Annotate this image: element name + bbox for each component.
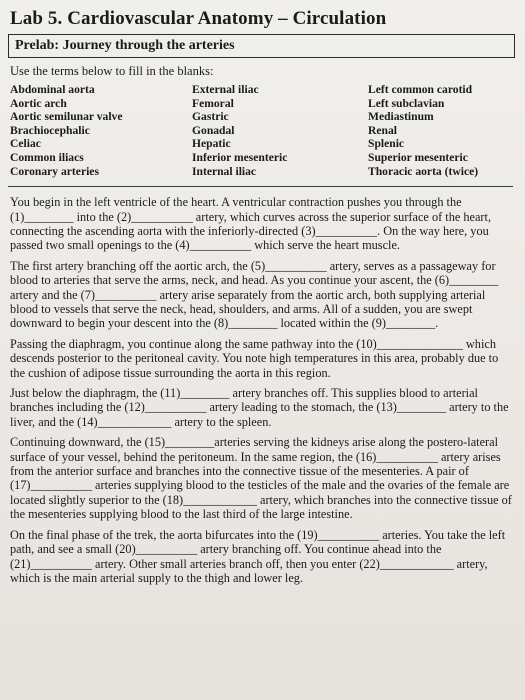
term-item: Aortic semilunar valve (10, 110, 123, 124)
term-column-3 (368, 83, 518, 178)
instructions-text: Use the terms below to fill in the blanks: (10, 64, 214, 78)
prelab-heading: Prelab: Journey through the arteries (8, 34, 515, 58)
term-item: Femoral (192, 96, 234, 110)
paragraph-5: Continuing downward, the (15)________arteries serving the kidneys arise along the postero-lateral surface of your vessel, behind the peritoneum. In the same region, the (16)__________ artery arises from the anterior surface and branches into the connective tissue of the mesenteries. A pair of (17)__________ arteries supplying blood to the testicles of the male and the ovaries of the female are located slightly superior to the (18)____________ artery, which branches into the connective tissue of the mesenteries supplying blood to the last third of the large intestine. (10, 435, 512, 522)
term-item: Mediastinum (368, 110, 434, 124)
term-item: Left common carotid (368, 83, 473, 96)
page-title: Lab 5. Cardiovascular Anatomy – Circulation (10, 8, 387, 29)
term-column-1 (10, 83, 192, 178)
term-item: Abdominal aorta (10, 83, 95, 96)
paragraph-2: The first artery branching off the aortic arch, the (5)__________ artery, serves as a passageway for blood to arteries that serve the arms, neck, and head. As you continue your ascent, the (6)________ artery and the (7)__________ artery arise separately from the aortic arch, both supplying arterial blood to vessels that serve the neck, head, shoulders, and arms. All of a sudden, you are swept downward to begin your descent into the (8)________ located within the (9)________. (10, 258, 499, 331)
term-column-2 (192, 83, 368, 178)
paragraph-1: You begin in the left ventricle of the heart. A ventricular contraction pushes you through the (1)________ into the (2)__________ artery, which curves across the superior surface of the heart, connecting the ascending aorta with the inferiorly-directed (3)__________. On the way here, you passed two small openings to the (4)__________ which serve the heart muscle. (10, 195, 492, 253)
term-item: Brachiocephalic (10, 123, 90, 137)
term-item: Coronary arteries (10, 164, 99, 178)
term-item: Gonadal (192, 123, 235, 137)
term-item: Superior mesenteric (368, 150, 468, 164)
term-item: Hepatic (192, 137, 231, 151)
term-item: Thoracic aorta (twice) (368, 164, 479, 178)
paragraph-6: On the final phase of the trek, the aorta bifurcates into the (19)__________ arteries. You take the left path, and see a small (20)__________ artery branching off. You continue ahead into the (21)__________ artery. Other small arteries branch off, then you enter (22)____________ artery, which is the main arterial supply to the thigh and lower leg. (10, 527, 506, 585)
term-bank (10, 83, 515, 178)
term-item: Gastric (192, 110, 229, 124)
term-item: Renal (368, 123, 397, 137)
term-item: Celiac (10, 137, 41, 151)
term-item: Splenic (368, 137, 405, 151)
term-item: External iliac (192, 83, 259, 96)
term-item: Internal iliac (192, 164, 257, 178)
term-item: Left subclavian (368, 96, 445, 110)
paragraph-4: Just below the diaphragm, the (11)________ artery branches off. This supplies blood to arterial branches including the (12)__________ artery leading to the stomach, the (13)________ artery to the liver, and the (14)____________ artery to the spleen. (10, 386, 509, 429)
term-item: Inferior mesenteric (192, 150, 288, 164)
term-item: Common iliacs (10, 150, 84, 164)
section-divider (8, 186, 513, 187)
term-item: Aortic arch (10, 96, 67, 110)
paragraph-3: Passing the diaphragm, you continue along the same pathway into the (10)______________ which descends posterior to the peritoneal cavity. You note high temperatures in this area, probably due to the cushion of adipose tissue surrounding the aorta in this region. (10, 336, 499, 380)
